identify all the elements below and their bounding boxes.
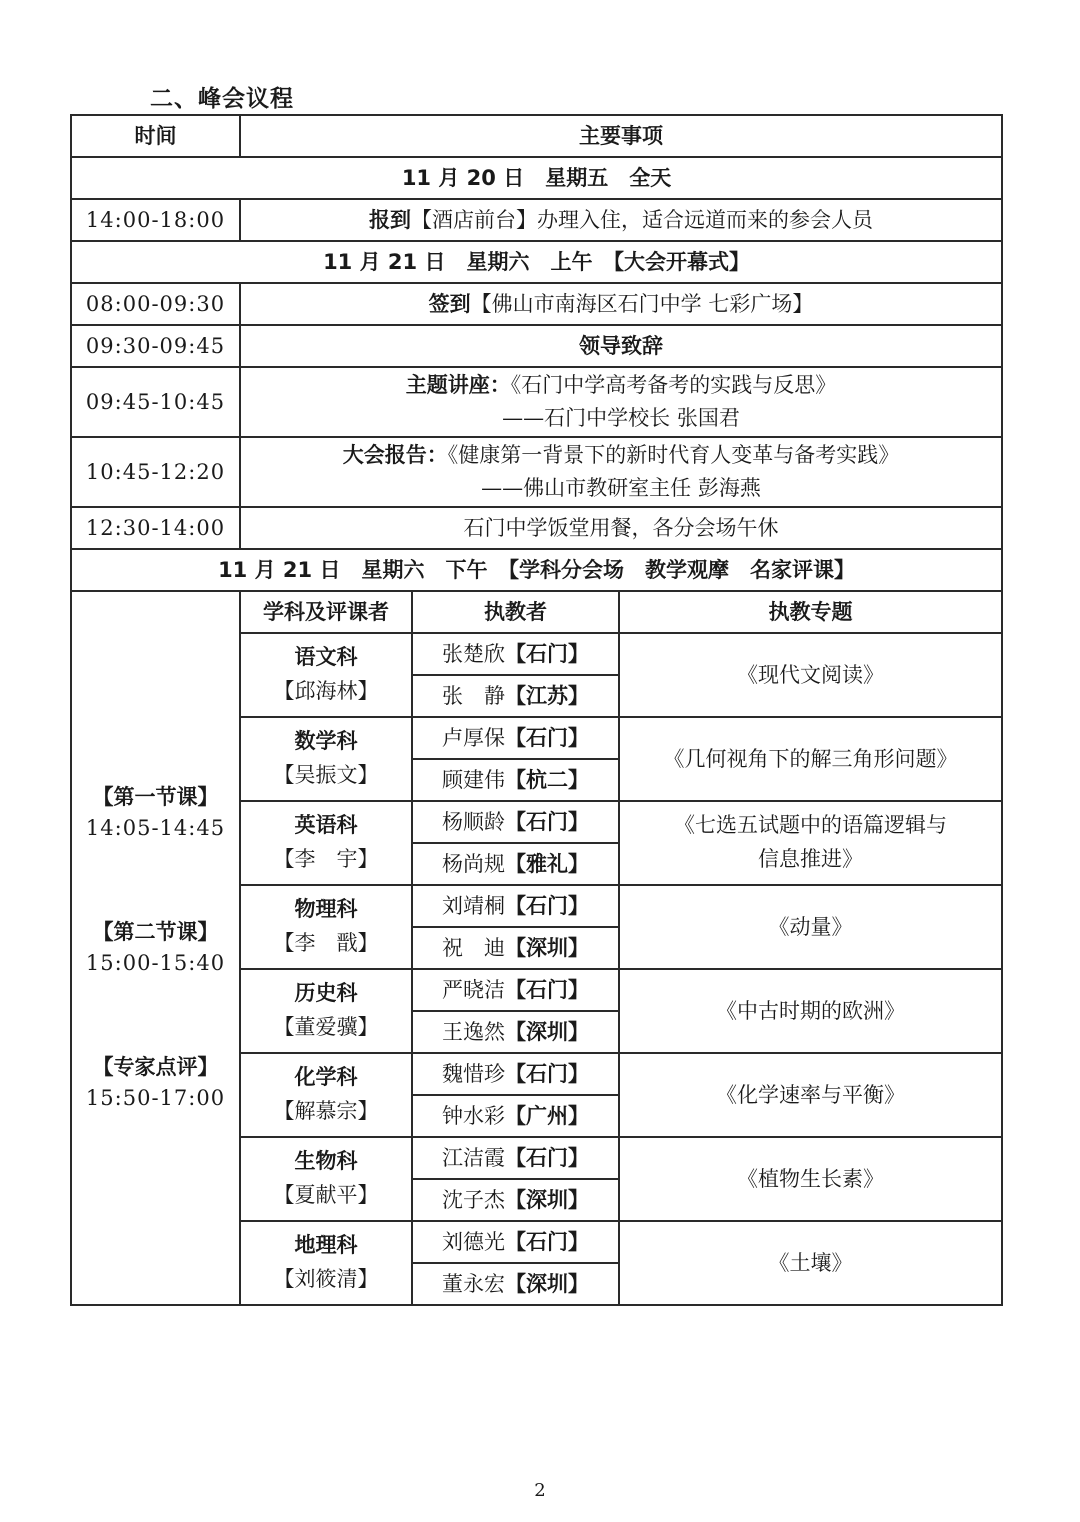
teacher-name: 董永宏 xyxy=(442,1271,505,1296)
teacher-cell xyxy=(412,801,619,843)
agenda-item: 领导致辞 xyxy=(240,325,1002,367)
item-line xyxy=(245,439,997,472)
agenda-table xyxy=(70,114,1003,1306)
teacher-cell xyxy=(412,1221,619,1263)
item-bold: 签到 xyxy=(428,291,471,316)
header-time: 时间 xyxy=(71,115,240,157)
teacher-name: 魏惜珍 xyxy=(442,1061,505,1086)
teacher-name: 杨顺龄 xyxy=(442,809,505,834)
item-speaker: ——佛山市教研室主任 彭海燕 xyxy=(481,476,761,500)
table-header-row xyxy=(71,115,1002,157)
teacher-cell xyxy=(412,759,619,801)
teacher-cell xyxy=(412,1095,619,1137)
day2-am-heading xyxy=(71,241,1002,283)
subject-reviewer: 【董爱骥】 xyxy=(273,1015,379,1039)
topic-cell: 《中古时期的欧洲》 xyxy=(619,969,1002,1053)
day-heading-row xyxy=(71,549,1002,591)
item-text: 【酒店前台】办理入住，适合远道而来的参会人员 xyxy=(411,207,873,232)
teacher-school: 【雅礼】 xyxy=(505,851,589,876)
teacher-school: 【广州】 xyxy=(505,1103,589,1128)
subject-name: 生物科 xyxy=(294,1149,358,1174)
subject-name: 化学科 xyxy=(294,1065,358,1090)
topic-cell: 《几何视角下的解三角形问题》 xyxy=(619,717,1002,801)
teacher-cell xyxy=(412,927,619,969)
agenda-row xyxy=(71,325,1002,367)
subject-cell xyxy=(240,885,412,969)
subject-name: 地理科 xyxy=(294,1233,358,1258)
agenda-time: 08:00-09:30 xyxy=(71,283,240,325)
agenda-time: 14:00-18:00 xyxy=(71,199,240,241)
item-bold: 主题讲座： xyxy=(405,373,511,398)
subject-name: 历史科 xyxy=(294,981,358,1006)
teacher-school: 【石门】 xyxy=(505,809,589,834)
topic-cell: 《化学速率与平衡》 xyxy=(619,1053,1002,1137)
subject-reviewer: 【解慕宗】 xyxy=(273,1099,379,1123)
item-text: 《健康第一背景下的新时代育人变革与备考实践》 xyxy=(447,443,900,468)
teacher-cell xyxy=(412,1137,619,1179)
agenda-item xyxy=(240,437,1002,507)
teacher-name: 刘德光 xyxy=(442,1229,505,1254)
subject-cell xyxy=(240,633,412,717)
teacher-name: 严晓洁 xyxy=(442,977,505,1002)
teacher-name: 刘靖桐 xyxy=(442,893,505,918)
topic-cell: 《土壤》 xyxy=(619,1221,1002,1305)
teacher-school: 【石门】 xyxy=(505,1229,589,1254)
agenda-time: 10:45-12:20 xyxy=(71,437,240,507)
teacher-school: 【石门】 xyxy=(505,977,589,1002)
item-bold: 大会报告： xyxy=(342,443,448,468)
col-header-subject: 学科及评课者 xyxy=(240,591,412,633)
day-heading-row xyxy=(71,241,1002,283)
heading-date: 11 月 21 日 星期六 下午 xyxy=(218,557,509,582)
col-header-teacher: 执教者 xyxy=(412,591,619,633)
item-bold: 报到 xyxy=(369,207,411,232)
agenda-item: 石门中学饭堂用餐，各分会场午休 xyxy=(240,507,1002,549)
topic-cell: 《植物生长素》 xyxy=(619,1137,1002,1221)
subject-name: 物理科 xyxy=(294,897,358,922)
heading-event: 【大会开幕式】 xyxy=(613,249,750,274)
topic-cell xyxy=(619,801,1002,885)
teacher-name: 王逸然 xyxy=(442,1019,505,1044)
subject-cell xyxy=(240,801,412,885)
subject-name: 英语科 xyxy=(294,813,358,838)
teacher-name: 钟水彩 xyxy=(442,1103,505,1128)
subtable-header-row xyxy=(71,591,1002,633)
topic-cell: 《动量》 xyxy=(619,885,1002,969)
teacher-cell xyxy=(412,885,619,927)
subject-reviewer: 【刘筱清】 xyxy=(273,1267,379,1291)
heading-event: 【学科分会场 教学观摩 名家评课】 xyxy=(508,557,855,582)
teacher-name: 张 静 xyxy=(442,683,505,708)
slot-time: 15:50-17:00 xyxy=(85,1086,226,1110)
subject-cell xyxy=(240,1137,412,1221)
teacher-name: 江洁霞 xyxy=(442,1145,505,1170)
teacher-cell xyxy=(412,969,619,1011)
agenda-row xyxy=(71,199,1002,241)
teacher-school: 【石门】 xyxy=(505,641,589,666)
teacher-school: 【杭二】 xyxy=(505,767,589,792)
header-main: 主要事项 xyxy=(240,115,1002,157)
teacher-cell xyxy=(412,1179,619,1221)
teacher-name: 沈子杰 xyxy=(442,1187,505,1212)
teacher-name: 卢厚保 xyxy=(442,725,505,750)
item-text: 【佛山市南海区石门中学 七彩广场】 xyxy=(470,291,814,316)
teacher-name: 杨尚规 xyxy=(442,851,505,876)
col-header-topic: 执教专题 xyxy=(619,591,1002,633)
slot-label: 【第一节课】 xyxy=(92,784,219,809)
item-text: 《石门中学高考备考的实践与反思》 xyxy=(510,373,837,398)
subject-cell xyxy=(240,1053,412,1137)
teacher-cell xyxy=(412,1011,619,1053)
page-number: 2 xyxy=(534,1480,546,1501)
teacher-cell xyxy=(412,1053,619,1095)
teacher-cell xyxy=(412,675,619,717)
teacher-cell xyxy=(412,1263,619,1305)
slot-label: 【专家点评】 xyxy=(92,1054,219,1079)
subject-cell xyxy=(240,717,412,801)
agenda-row xyxy=(71,437,1002,507)
subject-name: 数学科 xyxy=(294,729,358,754)
teacher-cell xyxy=(412,843,619,885)
agenda-time: 09:30-09:45 xyxy=(71,325,240,367)
teacher-school: 【深圳】 xyxy=(505,1187,589,1212)
heading-date: 11 月 21 日 星期六 上午 xyxy=(323,249,614,274)
teacher-school: 【石门】 xyxy=(505,1061,589,1086)
teacher-school: 【深圳】 xyxy=(505,1271,589,1296)
agenda-time: 09:45-10:45 xyxy=(71,367,240,437)
agenda-item xyxy=(240,283,1002,325)
agenda-row xyxy=(71,507,1002,549)
teacher-name: 祝 迪 xyxy=(442,935,505,960)
subject-cell xyxy=(240,1221,412,1305)
section-title: 二、峰会议程 xyxy=(150,86,294,112)
subject-reviewer: 【夏献平】 xyxy=(273,1183,379,1207)
topic-line: 《七选五试题中的语篇逻辑与 xyxy=(674,813,947,838)
session-slots-cell xyxy=(71,591,240,1305)
teacher-cell xyxy=(412,633,619,675)
subject-reviewer: 【吴振文】 xyxy=(273,763,379,787)
slot-label: 【第二节课】 xyxy=(92,919,219,944)
teacher-school: 【石门】 xyxy=(505,893,589,918)
day2-pm-heading xyxy=(71,549,1002,591)
day1-heading: 11 月 20 日 星期五 全天 xyxy=(71,157,1002,199)
topic-line: 信息推进》 xyxy=(758,847,863,871)
item-speaker: ——石门中学校长 张国君 xyxy=(502,406,740,430)
teacher-name: 张楚欣 xyxy=(442,641,505,666)
topic-cell: 《现代文阅读》 xyxy=(619,633,1002,717)
agenda-time: 12:30-14:00 xyxy=(71,507,240,549)
teacher-school: 【石门】 xyxy=(505,1145,589,1170)
subject-reviewer: 【李 宇】 xyxy=(273,847,379,871)
subject-cell xyxy=(240,969,412,1053)
teacher-school: 【石门】 xyxy=(505,725,589,750)
day-heading-row xyxy=(71,157,1002,199)
agenda-item xyxy=(240,367,1002,437)
agenda-row xyxy=(71,283,1002,325)
subject-name: 语文科 xyxy=(294,645,358,670)
teacher-school: 【深圳】 xyxy=(505,935,589,960)
agenda-item xyxy=(240,199,1002,241)
item-line xyxy=(245,369,997,402)
slot-time: 14:05-14:45 xyxy=(85,816,226,840)
teacher-name: 顾建伟 xyxy=(442,767,505,792)
agenda-row xyxy=(71,367,1002,437)
teacher-school: 【深圳】 xyxy=(505,1019,589,1044)
slot-time: 15:00-15:40 xyxy=(85,951,226,975)
teacher-cell xyxy=(412,717,619,759)
subject-reviewer: 【邱海林】 xyxy=(273,679,379,703)
subject-reviewer: 【李 戬】 xyxy=(273,931,379,955)
teacher-school: 【江苏】 xyxy=(505,683,589,708)
